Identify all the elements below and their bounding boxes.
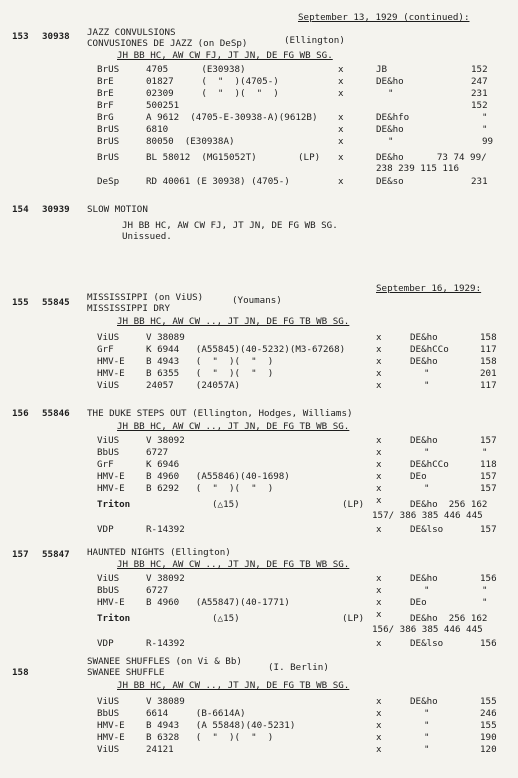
text-line: SWANEE SHUFFLES (on Vi & Bb) bbox=[87, 656, 242, 667]
text-line: 152 bbox=[471, 100, 488, 111]
text-line: 158 bbox=[480, 356, 497, 367]
text-line: (△15) bbox=[212, 613, 240, 624]
text-line: BrUS bbox=[97, 136, 120, 147]
text-line: BL 58012 (MG15052T) bbox=[146, 152, 257, 163]
text-line: BbUS bbox=[97, 447, 120, 458]
text-line: B 6355 ( " )( " ) bbox=[146, 368, 274, 379]
text-line: MISSISSIPPI DRY bbox=[87, 303, 170, 314]
text-line: V 38089 bbox=[146, 332, 185, 343]
text-line: DE&lso bbox=[410, 524, 444, 535]
text-line: B 6292 ( " )( " ) bbox=[146, 483, 274, 494]
text-line: Triton bbox=[97, 499, 131, 510]
text-line: K 6946 bbox=[146, 459, 180, 470]
text-line: DE&ho 73 74 99/ bbox=[376, 152, 487, 163]
text-line: DEo bbox=[410, 597, 427, 608]
text-line: B 4943 (A 55848)(40-5231) bbox=[146, 720, 296, 731]
text-line: (LP) bbox=[298, 152, 321, 163]
text-line: x bbox=[376, 471, 382, 482]
text-line: x bbox=[338, 152, 344, 163]
text-line: BbUS bbox=[97, 585, 120, 596]
text-line: HMV-E bbox=[97, 356, 125, 367]
text-line: HAUNTED NIGHTS (Ellington) bbox=[87, 547, 231, 558]
text-line: " bbox=[424, 380, 430, 391]
text-line: 6810 bbox=[146, 124, 169, 135]
text-line: 118 bbox=[480, 459, 497, 470]
text-line: ViUS bbox=[97, 744, 120, 755]
text-line: DE&ho bbox=[410, 696, 438, 707]
text-line: HMV-E bbox=[97, 597, 125, 608]
text-line: JH BB HC, AW CW FJ, JT JN, DE FG WB SG. bbox=[122, 220, 338, 231]
text-line: 158 bbox=[480, 332, 497, 343]
text-line: 201 bbox=[480, 368, 497, 379]
text-line: 55845 bbox=[42, 297, 70, 308]
text-line: 153 bbox=[12, 31, 29, 42]
text-line: ViUS bbox=[97, 435, 120, 446]
text-line: September 16, 1929: bbox=[376, 283, 482, 294]
text-line: 117 bbox=[480, 344, 497, 355]
text-line: B 4960 (A55847)(40-1771) bbox=[146, 597, 290, 608]
text-line: JH BB HC, AW CW FJ, JT JN, DE FG WB SG. bbox=[117, 50, 333, 61]
text-line: 154 bbox=[12, 204, 29, 215]
text-line: 157 bbox=[480, 483, 497, 494]
text-line: x bbox=[338, 76, 344, 87]
text-line: SWANEE SHUFFLE bbox=[87, 667, 165, 678]
text-line: 117 bbox=[480, 380, 497, 391]
text-line: (Youmans) bbox=[232, 295, 282, 306]
text-line: 158 bbox=[12, 667, 29, 678]
text-line: x bbox=[338, 64, 344, 75]
text-line: JH BB HC, AW CW .., JT JN, DE FG TB WB SG. bbox=[117, 421, 350, 432]
text-line: " bbox=[482, 597, 488, 608]
text-line: " bbox=[424, 585, 430, 596]
text-line: " bbox=[482, 585, 488, 596]
text-line: GrF bbox=[97, 344, 114, 355]
text-line: 155 bbox=[480, 720, 497, 731]
text-line: R-14392 bbox=[146, 524, 185, 535]
text-line: (I. Berlin) bbox=[268, 662, 329, 673]
text-line: 156 bbox=[480, 573, 497, 584]
text-line: " bbox=[424, 368, 430, 379]
text-line: JH BB HC, AW CW .., JT JN, DE FG TB WB SG. bbox=[117, 316, 350, 327]
text-line: ViUS bbox=[97, 332, 120, 343]
text-line: 30939 bbox=[42, 204, 70, 215]
text-line: x bbox=[376, 732, 382, 743]
text-line: V 38092 bbox=[146, 435, 185, 446]
text-line: 6727 bbox=[146, 585, 169, 596]
text-line: BrF bbox=[97, 100, 114, 111]
text-line: BbUS bbox=[97, 708, 120, 719]
text-line: JAZZ CONVULSIONS bbox=[87, 27, 176, 38]
text-line: Unissued. bbox=[122, 231, 172, 242]
text-line: BrUS bbox=[97, 124, 120, 135]
text-line: DE&ho 256 162 bbox=[410, 613, 488, 624]
text-line: DE&ho bbox=[410, 573, 438, 584]
text-line: x bbox=[376, 356, 382, 367]
text-line: x bbox=[376, 344, 382, 355]
text-line: September 13, 1929 (continued): bbox=[298, 12, 470, 23]
text-line: V 38089 bbox=[146, 696, 185, 707]
text-line: 247 bbox=[471, 76, 488, 87]
text-line: 120 bbox=[480, 744, 497, 755]
text-line: 156 bbox=[12, 408, 29, 419]
text-line: 99 bbox=[482, 136, 494, 147]
text-line: 157/ 386 385 446 445 bbox=[372, 510, 483, 521]
text-line: x bbox=[376, 585, 382, 596]
text-line: 157 bbox=[12, 549, 29, 560]
text-line: x bbox=[376, 638, 382, 649]
text-line: x bbox=[338, 136, 344, 147]
text-line: ViUS bbox=[97, 573, 120, 584]
text-line: x bbox=[376, 573, 382, 584]
text-line: " bbox=[482, 447, 488, 458]
text-line: 155 bbox=[480, 696, 497, 707]
text-line: " bbox=[424, 447, 430, 458]
text-line: B 6328 ( " )( " ) bbox=[146, 732, 274, 743]
text-line: x bbox=[376, 368, 382, 379]
text-line: 6727 bbox=[146, 447, 169, 458]
text-line: 246 bbox=[480, 708, 497, 719]
text-line: x bbox=[376, 708, 382, 719]
text-line: MISSISSIPPI (on ViUS) bbox=[87, 292, 204, 303]
text-line: 157 bbox=[480, 435, 497, 446]
text-line: x bbox=[376, 380, 382, 391]
text-line: 238 239 115 116 bbox=[376, 163, 459, 174]
text-line: SLOW MOTION bbox=[87, 204, 148, 215]
text-line: DE&ho bbox=[376, 124, 404, 135]
text-line: A 9612 (4705-E-30938-A)(9612B) bbox=[146, 112, 318, 123]
text-line: 6614 (B-6614A) bbox=[146, 708, 246, 719]
text-line: DE&hCCo bbox=[410, 344, 449, 355]
text-line: x bbox=[376, 720, 382, 731]
text-line: THE DUKE STEPS OUT (Ellington, Hodges, Williams) bbox=[87, 408, 353, 419]
text-line: VDP bbox=[97, 524, 114, 535]
text-line: x bbox=[338, 112, 344, 123]
text-line: 157 bbox=[480, 524, 497, 535]
text-line: DE&ho bbox=[410, 435, 438, 446]
text-line: BrE bbox=[97, 76, 114, 87]
text-line: R-14392 bbox=[146, 638, 185, 649]
text-line: " bbox=[482, 112, 488, 123]
text-line: 500251 bbox=[146, 100, 180, 111]
text-line: V 38092 bbox=[146, 573, 185, 584]
text-line: HMV-E bbox=[97, 732, 125, 743]
text-line: BrUS bbox=[97, 152, 120, 163]
text-line: VDP bbox=[97, 638, 114, 649]
text-line: 30938 bbox=[42, 31, 70, 42]
text-line: x bbox=[376, 696, 382, 707]
text-line: (LP) bbox=[342, 613, 365, 624]
text-line: 157 bbox=[480, 471, 497, 482]
text-line: K 6944 (A55845)(40-5232)(M3-67268) bbox=[146, 344, 346, 355]
text-line: " bbox=[424, 720, 430, 731]
text-line: 80050 (E30938A) bbox=[146, 136, 235, 147]
text-line: x bbox=[376, 447, 382, 458]
text-line: 231 bbox=[471, 176, 488, 187]
text-line: DE&ho bbox=[410, 356, 438, 367]
text-line: JH BB HC, AW CW .., JT JN, DE FG TB WB SG. bbox=[117, 559, 350, 570]
text-line: ViUS bbox=[97, 696, 120, 707]
text-line: 156/ 386 385 446 445 bbox=[372, 624, 483, 635]
text-line: BrUS bbox=[97, 64, 120, 75]
text-line: HMV-E bbox=[97, 471, 125, 482]
text-line: 4705 (E30938) bbox=[146, 64, 246, 75]
text-line: (LP) bbox=[342, 499, 365, 510]
text-line: DE&hCCo bbox=[410, 459, 449, 470]
text-line: x bbox=[376, 609, 382, 620]
text-line: 55847 bbox=[42, 549, 70, 560]
text-line: DE&hfo bbox=[376, 112, 410, 123]
text-line: DE&so bbox=[376, 176, 404, 187]
text-line: " bbox=[424, 708, 430, 719]
text-line: (△15) bbox=[212, 499, 240, 510]
text-line: x bbox=[376, 435, 382, 446]
text-line: HMV-E bbox=[97, 368, 125, 379]
text-line: 02309 ( " )( " ) bbox=[146, 88, 279, 99]
text-line: 231 bbox=[471, 88, 488, 99]
text-line: DE&lso bbox=[410, 638, 444, 649]
text-line: BrG bbox=[97, 112, 114, 123]
text-line: 24057 (24057A) bbox=[146, 380, 241, 391]
text-line: ViUS bbox=[97, 380, 120, 391]
text-line: 152 bbox=[471, 64, 488, 75]
text-line: 55846 bbox=[42, 408, 70, 419]
text-line: 155 bbox=[12, 297, 29, 308]
text-line: x bbox=[376, 495, 382, 506]
text-line: x bbox=[376, 459, 382, 470]
text-line: x bbox=[338, 124, 344, 135]
text-line: " bbox=[424, 732, 430, 743]
text-line: 24121 bbox=[146, 744, 174, 755]
text-line: B 4943 ( " )( " ) bbox=[146, 356, 274, 367]
text-line: DE&ho 256 162 bbox=[410, 499, 488, 510]
text-line: DE&ho bbox=[376, 76, 404, 87]
text-line: " bbox=[388, 88, 394, 99]
text-line: 156 bbox=[480, 638, 497, 649]
text-line: " bbox=[388, 136, 394, 147]
text-line: HMV-E bbox=[97, 720, 125, 731]
text-line: " bbox=[424, 744, 430, 755]
text-line: x bbox=[376, 483, 382, 494]
text-line: x bbox=[338, 88, 344, 99]
text-line: x bbox=[338, 176, 344, 187]
text-line: DEo bbox=[410, 471, 427, 482]
text-line: x bbox=[376, 597, 382, 608]
text-line: DE&ho bbox=[410, 332, 438, 343]
text-line: BrE bbox=[97, 88, 114, 99]
text-line: B 4960 (A55846)(40-1698) bbox=[146, 471, 290, 482]
text-line: RD 40061 (E 30938) (4705-) bbox=[146, 176, 290, 187]
text-line: DeSp bbox=[97, 176, 120, 187]
text-line: Triton bbox=[97, 613, 131, 624]
text-line: GrF bbox=[97, 459, 114, 470]
text-line: 190 bbox=[480, 732, 497, 743]
text-line: " bbox=[482, 124, 488, 135]
text-line: CONVUSIONES DE JAZZ (on DeSp) bbox=[87, 38, 248, 49]
text-line: (Ellington) bbox=[284, 35, 345, 46]
text-line: JH BB HC, AW CW .., JT JN, DE FG TB WB SG. bbox=[117, 680, 350, 691]
text-line: x bbox=[376, 524, 382, 535]
text-line: " bbox=[424, 483, 430, 494]
text-line: JB bbox=[376, 64, 388, 75]
text-line: 01827 ( " )(4705-) bbox=[146, 76, 279, 87]
text-line: x bbox=[376, 744, 382, 755]
text-line: x bbox=[376, 332, 382, 343]
text-line: HMV-E bbox=[97, 483, 125, 494]
